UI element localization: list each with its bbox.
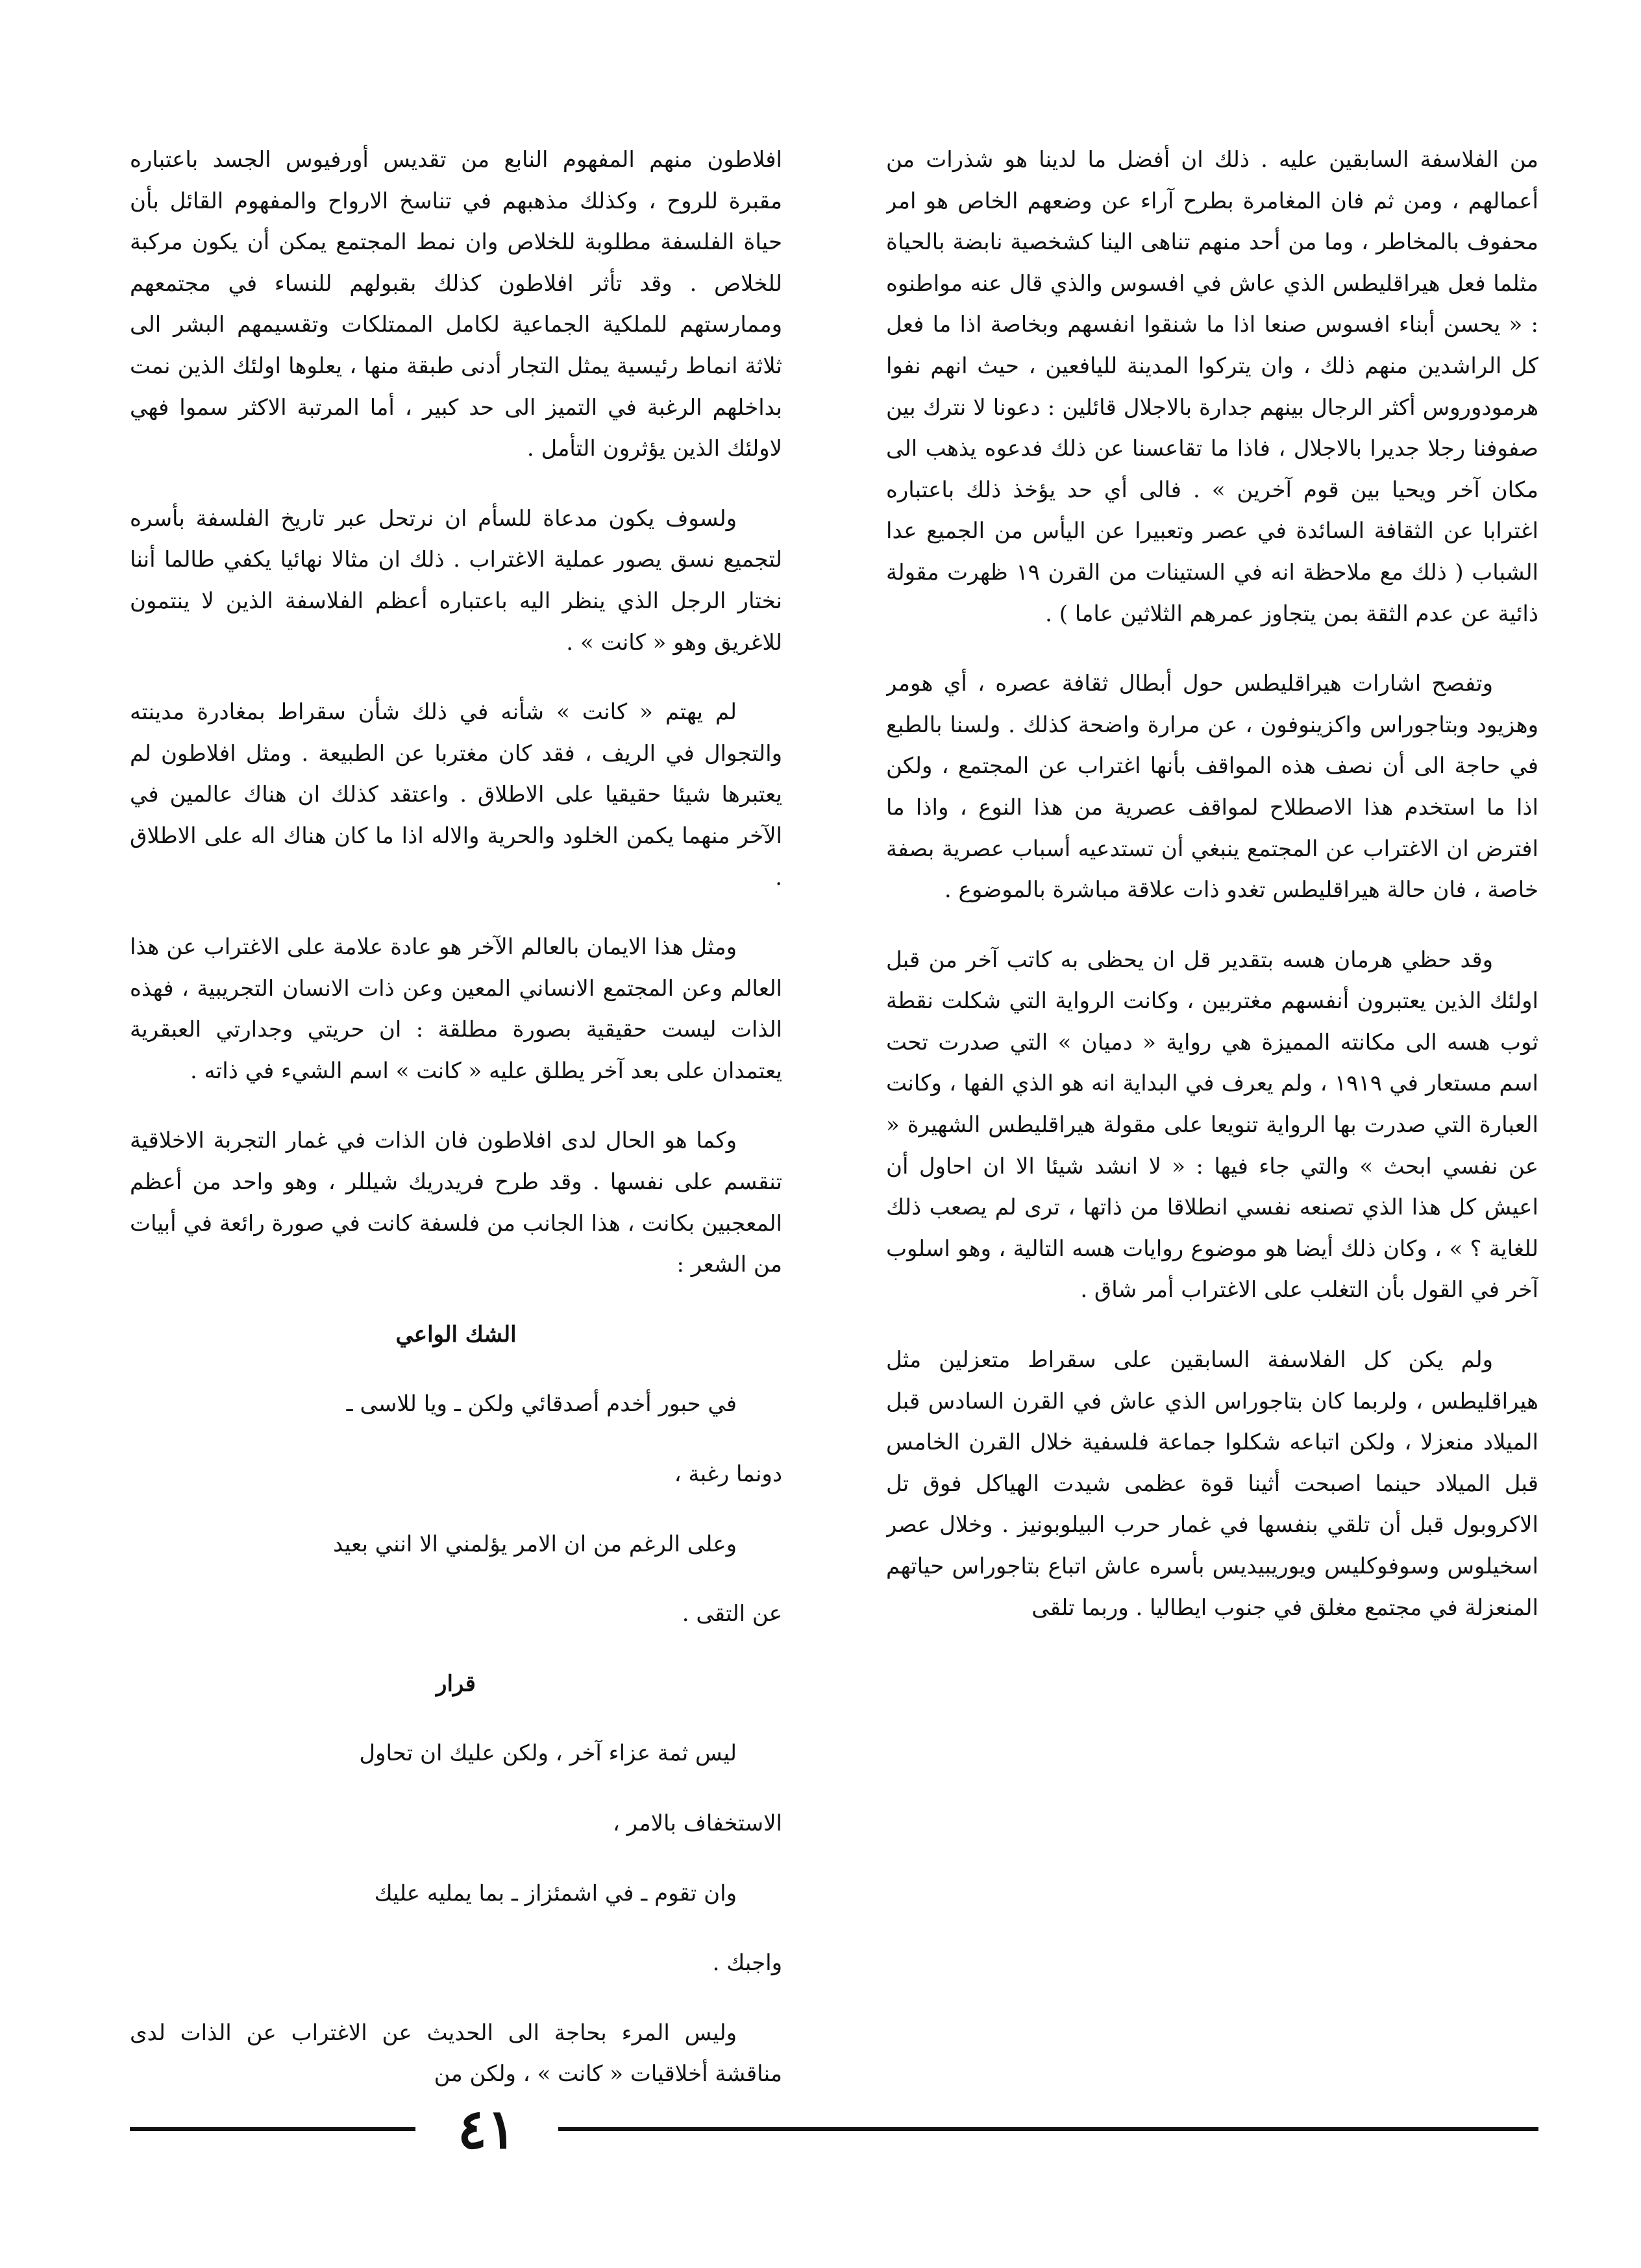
poem-verse: عن التقى .	[682, 1601, 782, 1627]
poem-verse: الاستخفاف بالامر ،	[612, 1810, 782, 1836]
footer-rule	[558, 2127, 1538, 2131]
poem-verse: في حبور أخدم أصدقائي ولكن ـ ويا للاسى ـ	[346, 1391, 737, 1418]
paragraph: وليس المرء بحاجة الى الحديث عن الاغتراب عن الذات لدى مناقشة أخلاقيات « كانت » ، ولكن من	[130, 2019, 782, 2088]
paragraph: وتفصح اشارات هيراقليطس حول أبطال ثقافة عصره ، أي هومر وهزيود وبتاجوراس واكزينوفون ، عن مرارة واضحة كذلك . ولسنا بالطبع في حاجة الى أن نصف هذه المواقف بأنها اغتراب عن المجتمع ، ولكن اذا ما استخدم هذا الاصطلاح لمواقف عصرية من هذا النوع ، واذا ما افترض ان الاغتراب عن المجتمع ينبغي أن تستدعيه أسباب عصرية بصفة خاصة ، فان حالة هيراقليطس تغدو ذات علاقة مباشرة بالموضوع .	[886, 671, 1538, 904]
poem-decision	[130, 1664, 782, 1984]
poem-conscious-doubt	[130, 1314, 782, 1635]
paragraph: افلاطون منهم المفهوم النابع من تقديس أورفيوس الجسد باعتباره مقبرة للروح ، وكذلك مذهبهم في تناسخ الارواح والمفهوم القائل بأن حياة الفلسفة مطلوبة للخلاص وان نمط المجتمع يمكن أن يكون مركبة للخلاص . وقد تأثر افلاطون كذلك بقبولهم للنساء في مجتمعهم وممارستهم للملكية الجماعية لكامل الممتلكات وتقسيمهم البشر الى ثلاثة انماط رئيسية يمثل التجار أدنى طبقة منها ، يعلوها اولئك الذين نمت بداخلهم الرغبة في التميز الى حد كبير ، أما المرتبة الاكثر سموا فهي لاولئك الذين يؤثرون التأمل .	[130, 147, 782, 462]
poem-verse: ليس ثمة عزاء آخر ، ولكن عليك ان تحاول	[359, 1740, 737, 1767]
poem-verse: دونما رغبة ،	[674, 1461, 782, 1488]
paragraph: من الفلاسفة السابقين عليه . ذلك ان أفضل ما لدينا هو شذرات من أعمالهم ، ومن ثم فان المغامرة بطرح آراء عن وضعهم الخاص هو امر محفوف بالمخاطر ، وما من أحد منهم تناهى الينا كشخصية نابضة بالحياة مثلما فعل هيراقليطس الذي عاش في افسوس والذي قال عنه مواطنوه : « يحسن أبناء افسوس صنعا اذا ما شنقوا انفسهم وبخاصة اذا ما فعل كل الراشدين منهم ذلك ، وان يتركوا المدينة لليافعين ، حيث انهم نفوا هرمودوروس أكثر الرجال بينهم جدارة بالاجلال قائلين : دعونا لا نترك بين صفوفنا رجلا جديرا بالاجلال ، فاذا ما تقاعسنا عن ذلك فدعوه يذهب الى مكان آخر ويحيا بين قوم آخرين » . فالى أي حد يؤخذ ذلك باعتباره اغترابا عن الثقافة السائدة في عصر وتعبيرا عن اليأس من الجميع عدا الشباب ( ذلك مع ملاحظة انه في الستينات من القرن ١٩ ظهرت مقولة ذائية عن عدم الثقة بمن يتجاوز عمرهم الثلاثين عاما ) .	[886, 147, 1538, 627]
left-column	[130, 140, 782, 2100]
paragraph: ولم يكن كل الفلاسفة السابقين على سقراط متعزلين مثل هيراقليطس ، ولربما كان بتاجوراس الذي عاش في القرن السادس قبل الميلاد منعزلا ، ولكن اتباعه شكلوا جماعة فلسفية خلال القرن الخامس قبل الميلاد حينما اصبحت أثينا قوة عظمى شيدت الهياكل فوق تل الاكروبول قبل أن تلقي بنفسها في غمار حرب البيلوبونيز . وخلال عصر اسخيلوس وسوفوكليس ويوريبيديس بأسره عاش اتباع بتاجوراس حياتهم المنعزلة في مجتمع مغلق في جنوب ايطاليا . وربما تلقى	[886, 1347, 1538, 1621]
poem-title: الشك الواعي	[395, 1321, 517, 1348]
poem-verse: وان تقوم ـ في اشمئزاز ـ بما يمليه عليك	[374, 1880, 737, 1906]
paragraph: وكما هو الحال لدى افلاطون فان الذات في غمار التجربة الاخلاقية تنقسم على نفسها . وقد طرح فريدريك شيللر ، وهو واحد من أعظم المعجبين بكانت ، هذا الجانب من فلسفة كانت في صورة رائعة في أبيات من الشعر :	[130, 1128, 782, 1278]
right-column	[886, 140, 1538, 2100]
page-number: ٤١	[457, 2097, 517, 2161]
paragraph: ومثل هذا الايمان بالعالم الآخر هو عادة علامة على الاغتراب عن هذا العالم وعن المجتمع الانساني المعين وعن ذات الانسان التجريبية ، فهذه الذات ليست حقيقية بصورة مطلقة : ان حريتي وجدارتي العبقرية يعتمدان على بعد آخر يطلق عليه « كانت » اسم الشيء في ذاته .	[130, 934, 782, 1084]
paragraph: ولسوف يكون مدعاة للسأم ان نرتحل عبر تاريخ الفلسفة بأسره لتجميع نسق يصور عملية الاغتراب . ذلك ان مثالا نهائيا يكفي طالما أننا نختار الرجل الذي ينظر اليه باعتباره أعظم الفلاسفة الذين لا ينتمون للاغريق وهو « كانت » .	[130, 505, 782, 656]
footer-rule	[130, 2127, 415, 2131]
poem-verse: وعلى الرغم من ان الامر يؤلمني الا انني بعيد	[332, 1531, 737, 1557]
page-footer	[0, 2093, 1641, 2171]
poem-verse: واجبك .	[712, 1950, 782, 1977]
paragraph: لم يهتم « كانت » شأنه في ذلك شأن سقراط بمغادرة مدينته والتجوال في الريف ، فقد كان مغتربا عن الطبيعة . ومثل افلاطون لم يعتبرها شيئا حقيقيا على الاطلاق . واعتقد كذلك ان هناك عالمين في الآخر منهما يكمن الخلود والحرية والاله اذا ما كان هناك اله على الاطلاق .	[130, 699, 782, 891]
paragraph: وقد حظي هرمان هسه بتقدير قل ان يحظى به كاتب آخر من قبل اولئك الذين يعتبرون أنفسهم مغتربين ، وكانت الرواية التي شكلت نقطة ثوب هسه الى مكانته المميزة هي رواية « دميان » التي صدرت تحت اسم مستعار في ١٩١٩ ، ولم يعرف في البداية انه هو الذي الفها ، وكانت العبارة التي صدرت بها الرواية تنويعا على مقولة هيراقليطس الشهيرة « عن نفسي ابحث » والتي جاء فيها : « لا انشد شيئا الا ان احاول أن اعيش كل هذا الذي تصنعه نفسي انطلاقا من ذاتها ، ترى لم يصعب ذلك للغاية ؟ » ، وكان ذلك أيضا هو موضوع روايات هسه التالية ، وهو اسلوب آخر في القول بأن التغلب على الاغتراب أمر شاق .	[886, 946, 1538, 1303]
poem-title: قرار	[436, 1670, 476, 1697]
